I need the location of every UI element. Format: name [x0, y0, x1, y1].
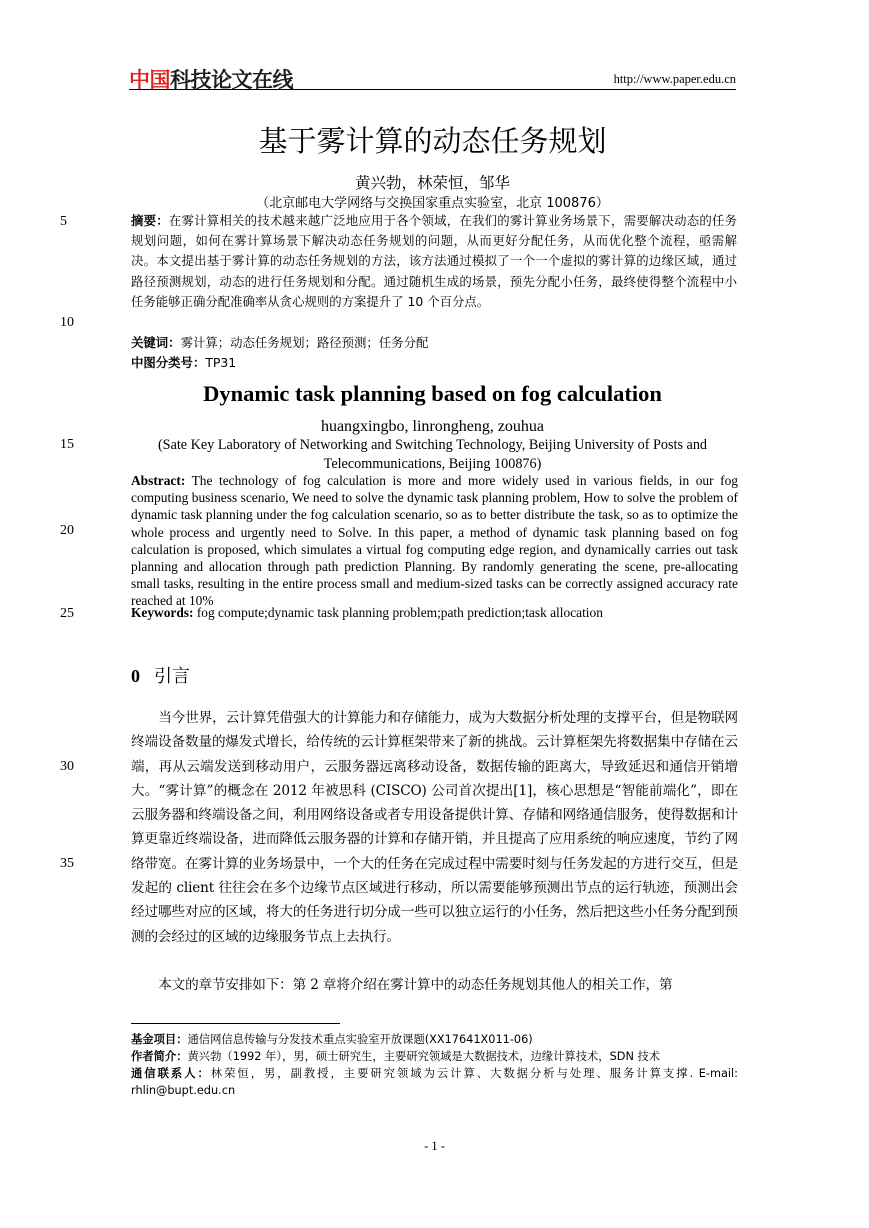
- keywords-en-text: fog compute;dynamic task planning problem;path prediction;task allocation: [193, 605, 603, 620]
- paper-title-cn: 基于雾计算的动态任务规划: [258, 124, 607, 158]
- clc-label: 中图分类号：: [131, 355, 206, 370]
- header-divider: [129, 89, 736, 90]
- keywords-cn-label: 关键词：: [131, 335, 181, 350]
- authors-cn: 黄兴勃，林荣恒，邹华: [354, 174, 510, 192]
- section-title: 引言: [154, 666, 190, 687]
- authors-en: huangxingbo, linrongheng, zouhua: [320, 418, 545, 435]
- author-text: 黄兴勃（1992 年），男，硕士研究生，主要研究领域是大数据技术，边缘计算技术，SDN 技术: [187, 1050, 661, 1063]
- section-heading: [131, 662, 190, 688]
- footnote-fund: [131, 1031, 738, 1048]
- logo-dark-text: 科技论文在线: [170, 68, 293, 92]
- line-number: 10: [60, 315, 74, 330]
- site-url[interactable]: http://www.paper.edu.cn: [613, 72, 736, 86]
- keywords-cn-text: 雾计算；动态任务规划；路径预测；任务分配: [180, 335, 429, 350]
- clc-text: TP31: [205, 355, 237, 370]
- line-number: 15: [60, 437, 74, 452]
- logo-red-text: 中国: [129, 68, 170, 92]
- abstract-en-label: Abstract:: [131, 473, 186, 488]
- line-number: 20: [60, 523, 74, 538]
- abstract-en-text: The technology of fog calculation is more and more widely used in various fields, in our fog computing business scenario, We need to solve the dynamic task planning problem, How to solve the problem of dynamic task planning under the fog calculation scenario, so as to better distribute the task, so as to optimize the whole process and urgently need to Solve. In this paper, a method of dynamic task planning based on fog calculation is proposed, which simulates a virtual fog computing edge region, and dynamically carries out task planning and allocation through path prediction Planning. By randomly generating the scene, pre-allocating small tasks, resulting in the entire process small and medium-sized tasks can be correctly assigned accuracy rate reached at 10%: [131, 473, 738, 609]
- line-number: 25: [60, 606, 74, 621]
- page-number: - 1 -: [424, 1139, 445, 1153]
- footnote-author: [131, 1048, 738, 1065]
- footnotes: [131, 1031, 738, 1099]
- affiliation-en: (Sate Key Laboratory of Networking and Switching Technology, Beijing University of Posts and Telecommunications, Beijing 100876): [157, 437, 708, 472]
- contact-label: 通信联系人：: [131, 1067, 211, 1080]
- body-paragraph: 本文的章节安排如下：第 2 章将介绍在雾计算中的动态任务规划其他人的相关工作，第: [158, 977, 673, 993]
- abstract-cn-label: 摘要：: [131, 213, 169, 228]
- affiliation-cn: （北京邮电大学网络与交换国家重点实验室，北京 100876）: [256, 196, 609, 211]
- line-number: 30: [60, 759, 74, 774]
- contact-text: 林荣恒，男，副教授，主要研究领域为云计算、大数据分析与处理、服务计算支撑. E-mail: rhlin@bupt.edu.cn: [131, 1067, 738, 1097]
- body-paragraph: 当今世界，云计算凭借强大的计算能力和存储能力，成为大数据分析处理的支撑平台，但是物联网终端设备数量的爆发式增长，给传统的云计算框架带来了新的挑战。云计算框架先将数据集中存储在云端，再从云端发送到移动用户，云服务器远离移动设备，数据传输的距离大，导致延迟和通信开销增大。“雾计算”的概念在 2012 年被思科 (CISCO) 公司首次提出[1]，核心思想是“智能前端化”，即在云服务器和终端设备之间，利用网络设备或者专用设备提供计算、存储和网络通信服务，使得数据和计算更靠近终端设备，进而降低云服务器的计算和存储开销，并且提高了应用系统的响应速度，节约了网络带宽。在雾计算的业务场景中，一个大的任务在完成过程中需要时刻与任务发起的方进行交互，但是发起的 client 往往会在多个边缘节点区域进行移动，所以需要能够预测出节点的运行轨迹，预测出会经过哪些对应的区域，将大的任务进行切分成一些可以独立运行的小任务，然后把这些小任务分配到预测的会经过的区域的边缘服务节点上去执行。: [131, 710, 738, 945]
- fund-text: 通信网信息传输与分发技术重点实验室开放课题(XX17641X011-06): [187, 1033, 533, 1046]
- abstract-cn: [131, 211, 737, 312]
- paper-title-en: Dynamic task planning based on fog calculation: [203, 381, 662, 406]
- line-number: 35: [60, 856, 74, 871]
- keywords-en: [131, 605, 771, 621]
- keywords-cn: [131, 333, 737, 353]
- abstract-en: [131, 472, 738, 610]
- author-label: 作者简介：: [131, 1050, 188, 1063]
- abstract-cn-text: 在雾计算相关的技术越来越广泛地应用于各个领域，在我们的雾计算业务场景下，需要解决动态的任务规划问题，如何在雾计算场景下解决动态任务规划的问题，从而更好分配任务，从而优化整个流程，亟需解决。本文提出基于雾计算的动态任务规划的方法，该方法通过模拟了一个一个虚拟的雾计算的边缘区域，通过路径预测规划，动态的进行任务规划和分配。通过随机生成的场景，预先分配小任务，最终使得整个流程中小任务能够正确分配准确率从贪心规则的方案提升了 10 个百分点。: [131, 213, 737, 309]
- fund-label: 基金项目：: [131, 1033, 188, 1046]
- keywords-en-label: Keywords:: [131, 605, 194, 620]
- clc-number: [131, 353, 737, 373]
- section-number: 0: [131, 666, 140, 686]
- footnote-contact: [131, 1065, 738, 1099]
- line-number: 5: [60, 214, 67, 229]
- footnote-divider: [131, 1023, 340, 1024]
